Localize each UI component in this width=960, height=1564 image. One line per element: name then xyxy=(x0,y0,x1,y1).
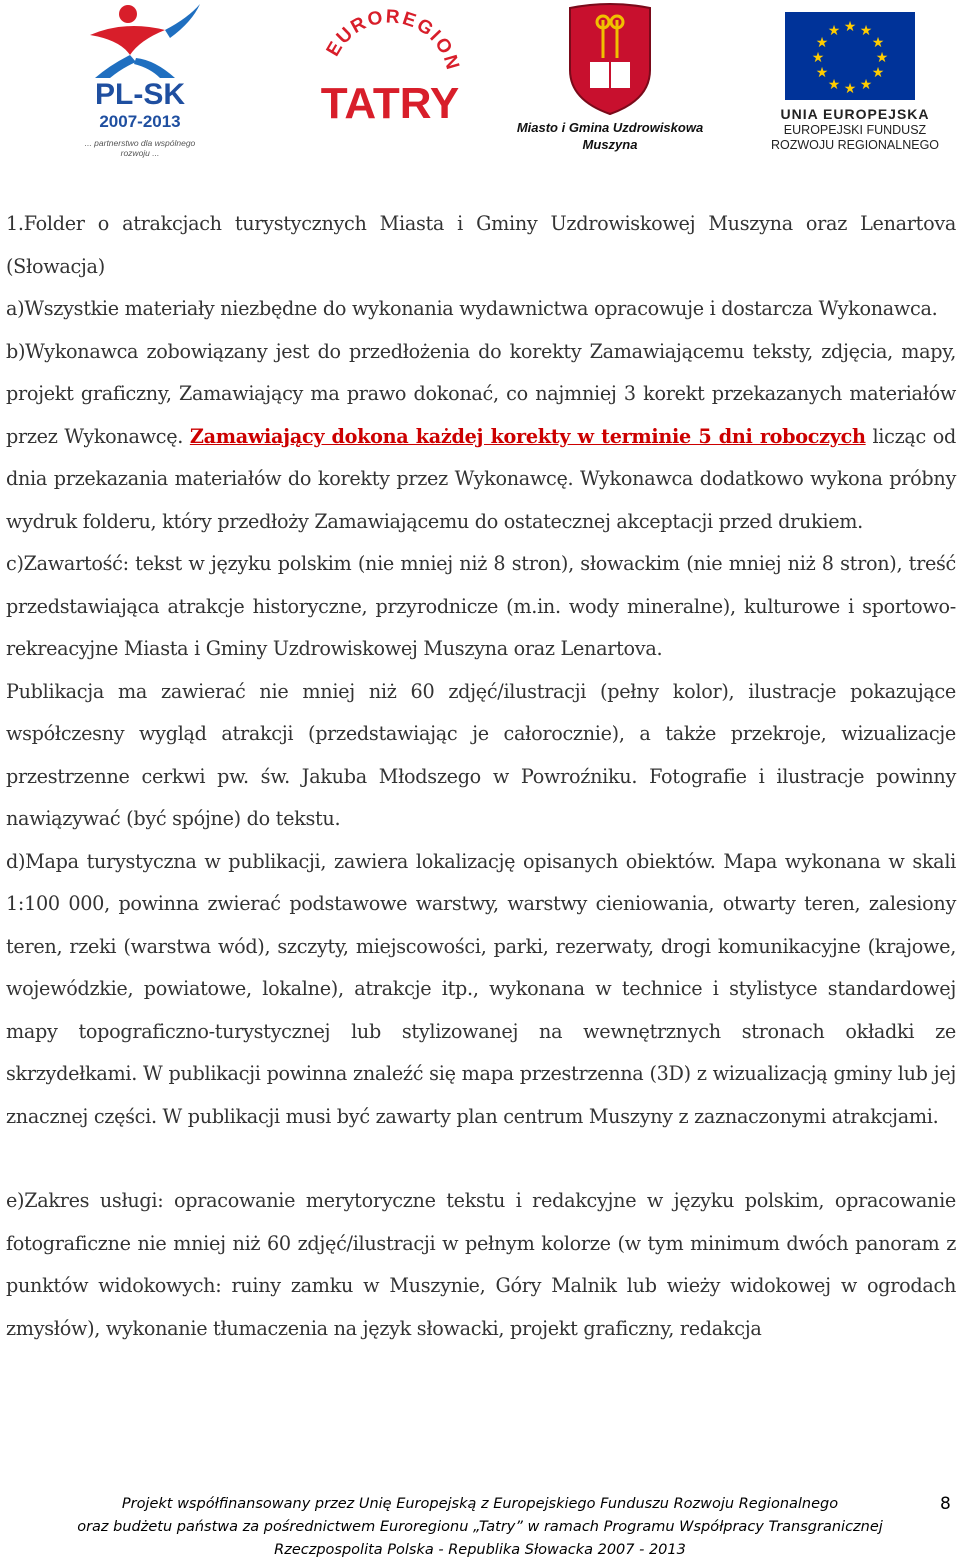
paragraph-e: e)Zakres usługi: opracowanie merytoryczne tekstu i redakcyjne w języku polskim, opracowanie fotograficzne nie mniej niż 60 zdjęć/ilustracji w pełnym kolorze (w tym minimum dwóch panoram z punktów widokowych: ruiny zamku w Muszynie, Góry Malnik lub wieży widokowej w ogrodach zmysłów), wykonanie tłumaczenia na język słowacki, projekt graficzny, redakcja xyxy=(6,1189,956,1340)
paragraph-gap xyxy=(6,1138,956,1180)
svg-text:★: ★ xyxy=(811,50,825,66)
paragraph-b-rest: licząc od dnia przekazania materiałów do korekty przez Wykonawcę. Wykonawca dodatkowo wykona próbny wydruk folderu, który przedłoży Zamawiającemu do ostatecznej akceptacji przed drukiem. xyxy=(6,424,956,533)
svg-text:★: ★ xyxy=(815,65,829,81)
svg-text:★: ★ xyxy=(859,23,873,39)
pl-sk-logo xyxy=(70,0,220,165)
pl-sk-figure-icon xyxy=(70,0,210,80)
paragraph-b xyxy=(6,331,956,544)
page-number: 8 xyxy=(940,1494,951,1514)
footer-line2: oraz budżetu państwa za pośrednictwem Euroregionu „Tatry” w ramach Programu Współpracy Transgranicznej xyxy=(77,1519,883,1535)
paragraph-a: a)Wszystkie materiały niezbędne do wykonania wydawnictwa opracowuje i dostarcza Wykonawca. xyxy=(6,297,938,320)
muszyna-crest-logo xyxy=(505,0,715,165)
pl-sk-years: 2007-2013 xyxy=(99,112,181,131)
euroregion-tatry-logo xyxy=(315,0,465,165)
svg-text:★: ★ xyxy=(827,23,841,39)
paragraph-b-intro: b)Wykonawca zobowiązany jest do przedłożenia do korekty Zamawiającemu teksty, zdjęcia, mapy, projekt graficzny, Zamawiający ma prawo dokonać, co najmniej 3 korekt przekazanych materiałów przez Wykonawcę. xyxy=(6,339,956,448)
document-body xyxy=(6,203,956,1350)
paragraph-publication: Publikacja ma zawierać nie mniej niż 60 zdjęć/ilustracji (pełny kolor), ilustracje pokazujące współczesny wygląd atrakcji (przedstawiając je całorocznie), a także przekroje, wizualizacje przestrzenne cerkwi pw. św. Jakuba Młodszego w Powroźniku. Fotografie i ilustracje powinny nawiązywać (być spójne) do tekstu. xyxy=(6,679,956,830)
correction-deadline-highlight: Zamawiający dokona każdej korekty w terminie 5 dni roboczych xyxy=(189,424,866,448)
pl-sk-title: PL-SK xyxy=(95,78,185,111)
svg-text:★: ★ xyxy=(843,19,857,35)
svg-text:EUROREGION xyxy=(323,6,464,73)
muszyna-line2: Muszyna xyxy=(582,137,638,152)
euroregion-arc-text: EUROREGION xyxy=(322,6,464,74)
svg-text:★: ★ xyxy=(815,35,829,51)
svg-text:★: ★ xyxy=(871,35,885,51)
tatry-text: TATRY xyxy=(320,79,460,128)
eu-logo xyxy=(770,12,940,162)
svg-text:★: ★ xyxy=(843,81,857,97)
svg-text:★: ★ xyxy=(827,77,841,93)
page-footer xyxy=(0,1493,960,1562)
svg-text:★: ★ xyxy=(875,50,889,66)
eu-line1: UNIA EUROPEJSKA xyxy=(780,106,930,122)
eu-flag-icon xyxy=(770,12,940,102)
paragraph-heading: 1.Folder o atrakcjach turystycznych Miasta i Gminy Uzdrowiskowej Muszyna oraz Lenartova (Słowacja) xyxy=(6,212,956,278)
paragraph-d: d)Mapa turystyczna w publikacji, zawiera lokalizację opisanych obiektów. Mapa wykonana w skali 1:100 000, powinna zwierać podstawowe warstwy, warstwy cieniowania, otwarty teren, zalesiony teren, rzeki (warstwa wód), szczyty, miejscowości, parki, rezerwaty, drogi komunikacyjne (krajowe, wojewódzkie, powiatowe, lokalne), atrakcje itp., wykonana w technice i stylistyce standardowej mapy topograficzno-turystycznej lub stylizowanej na wewnętrznych stronach okładki ze skrzydełkami. W publikacji powinna znaleźć się mapa przestrzenna (3D) z wizualizacją gminy lub jej znacznej części. W publikacji musi być zawarty plan centrum Muszyny z zaznaczonymi atrakcjami. xyxy=(6,849,956,1128)
footer-line3: Rzeczpospolita Polska - Republika Słowacka 2007 - 2013 xyxy=(274,1542,686,1558)
muszyna-line1: Miasto i Gmina Uzdrowiskowa xyxy=(516,120,704,135)
eu-line3: ROZWOJU REGIONALNEGO xyxy=(770,138,940,152)
svg-text:★: ★ xyxy=(871,65,885,81)
pl-sk-tagline: ... partnerstwo dla wspólnego rozwoju ... xyxy=(84,138,196,158)
eu-line2: EUROPEJSKI FUNDUSZ xyxy=(783,123,927,137)
muszyna-shield-icon xyxy=(505,0,715,118)
footer-line1: Projekt współfinansowany przez Unię Europejską z Europejskiego Funduszu Rozwoju Regionalnego xyxy=(121,1496,839,1512)
euroregion-tatry-emblem xyxy=(315,0,465,165)
svg-text:★: ★ xyxy=(859,77,873,93)
paragraph-c: c)Zawartość: tekst w języku polskim (nie mniej niż 8 stron), słowackim (nie mniej niż 8 stron), treść przedstawiająca atrakcje historyczne, przyrodnicze (m.in. wody mineralne), kulturowe i sportowo-rekreacyjne Miasta i Gminy Uzdrowiskowej Muszyna oraz Lenartova. xyxy=(6,552,956,660)
